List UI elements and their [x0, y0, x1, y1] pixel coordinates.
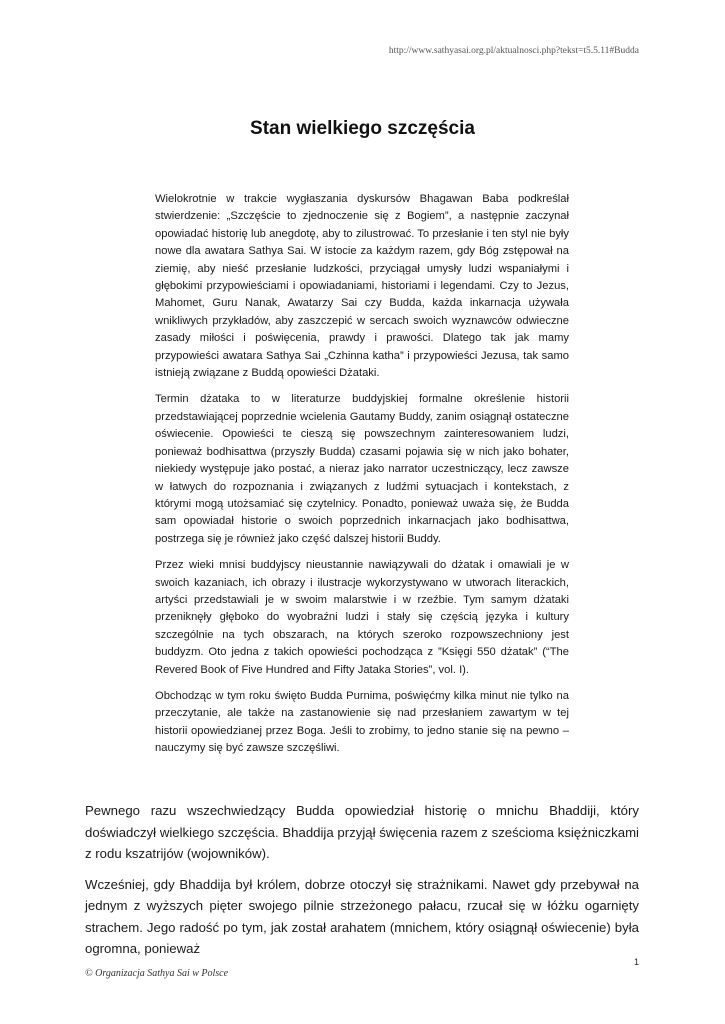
intro-paragraph-1: Wielokrotnie w trakcie wygłaszania dyskursów Bhagawan Baba podkreślał stwierdzenie: „Szczęście to zjednoczenie się z Bogiem”, a następnie zaczynał opowiadać historię lub anegdotę, aby to zilustrować. To przesłanie i ten styl nie były nowe dla awatara Sathya Sai. W istocie za każdym razem, gdy Bóg zstępował na ziemię, aby nieść przesłanie ludzkości, przyciągał umysły ludzi wspaniałymi i głębokimi przypowieściami i opowiadaniami, historiami i legendami. Czy to Jezus, Mahomet, Guru Nanak, Awatarzy Sai czy Budda, każda inkarnacja używała wnikliwych przykładów, aby zaszczepić w sercach swoich wyznawców odwieczne zasady miłości i poświęcenia, prawdy i prawości. Dlatego tak jak mamy przypowieści awatara Sathya Sai „Czhinna katha” i przypowieści Jezusa, tak samo istnieją związane z Buddą opowieści Dżataki. [155, 193, 569, 380]
page-title: Stan wielkiego szczęścia [250, 118, 475, 139]
intro-section [155, 191, 569, 767]
story-paragraph-2: Wcześniej, gdy Bhaddija był królem, dobrze otoczył się strażnikami. Nawet gdy przebywał na jednym z wyższych pięter swojego pilnie strzeżonego pałacu, rzucał się w łóżku ogarnięty strachem. Jego radość po tym, jak został arahatem (mnichem, który osiągnął oświecenie) była ogromna, ponieważ [85, 876, 639, 956]
intro-paragraph-4: Obchodząc w tym roku święto Budda Purnima, poświęćmy kilka minut nie tylko na przeczytanie, ale także na zastanowienie się nad przesłaniem zawartym w tej historii opowiedzianej przez Boga. Jeśli to zrobimy, to jedno stanie się na pewno – nauczymy się być zawsze szczęśliwi. [155, 689, 569, 755]
intro-paragraph-2: Termin dżataka to w literaturze buddyjskiej formalne określenie historii przedstawiającej poprzednie wcielenia Gautamy Buddy, zanim osiągnął ostateczne oświecenie. Opowieści te cieszą się powszechnym zainteresowaniem ludzi, ponieważ bodhisattwa (przyszły Budda) czasami pojawia się w nich jako bohater, niekiedy występuje jako postać, a nieraz jako narrator uczestniczący, lecz zawsze w łatwych do rozpoznania i związanych z ludźmi sytuacjach i kontekstach, z którymi mogą utożsamiać się czytelnicy. Ponadto, ponieważ uważa się, że Budda sam opowiadał historie o swoich poprzednich inkarnacjach jako bodhisattwa, postrzega się je również jako część dalszej historii Buddy. [155, 393, 569, 545]
footer-organization: © Organizacja Sathya Sai w Polsce [85, 968, 229, 979]
story-paragraph-1: Pewnego razu wszechwiedzący Budda opowiedział historię o mnichu Bhaddiji, który doświadczył wielkiego szczęścia. Bhaddija przyjął święcenia razem z sześcioma księżniczkami z rodu kszatrijów (wojowników). [85, 803, 639, 861]
page-number: 1 [633, 957, 639, 967]
source-url: http://www.sathyasai.org.pl/aktualnosci.php?tekst=t5.5.11#Budda [388, 46, 639, 56]
intro-paragraph-3: Przez wieki mnisi buddyjscy nieustannie nawiązywali do dżatak i omawiali je w swoich kazaniach, ich obrazy i ilustracje wykorzystywano w utworach literackich, artyści przedstawiali je w swoim malarstwie i w rzeźbie. Tym samym dżataki przeniknęły głęboko do wyobraźni ludzi i stały się częścią języka i kultury szczególnie na tych obszarach, na których szeroko rozpowszechniony jest buddyzm. Oto jedna z takich opowieści pochodząca z ”Księgi 550 dżatak” (“The Revered Book of Five Hundred and Fifty Jataka Stories”, vol. I). [155, 559, 569, 676]
story-section [85, 800, 639, 969]
